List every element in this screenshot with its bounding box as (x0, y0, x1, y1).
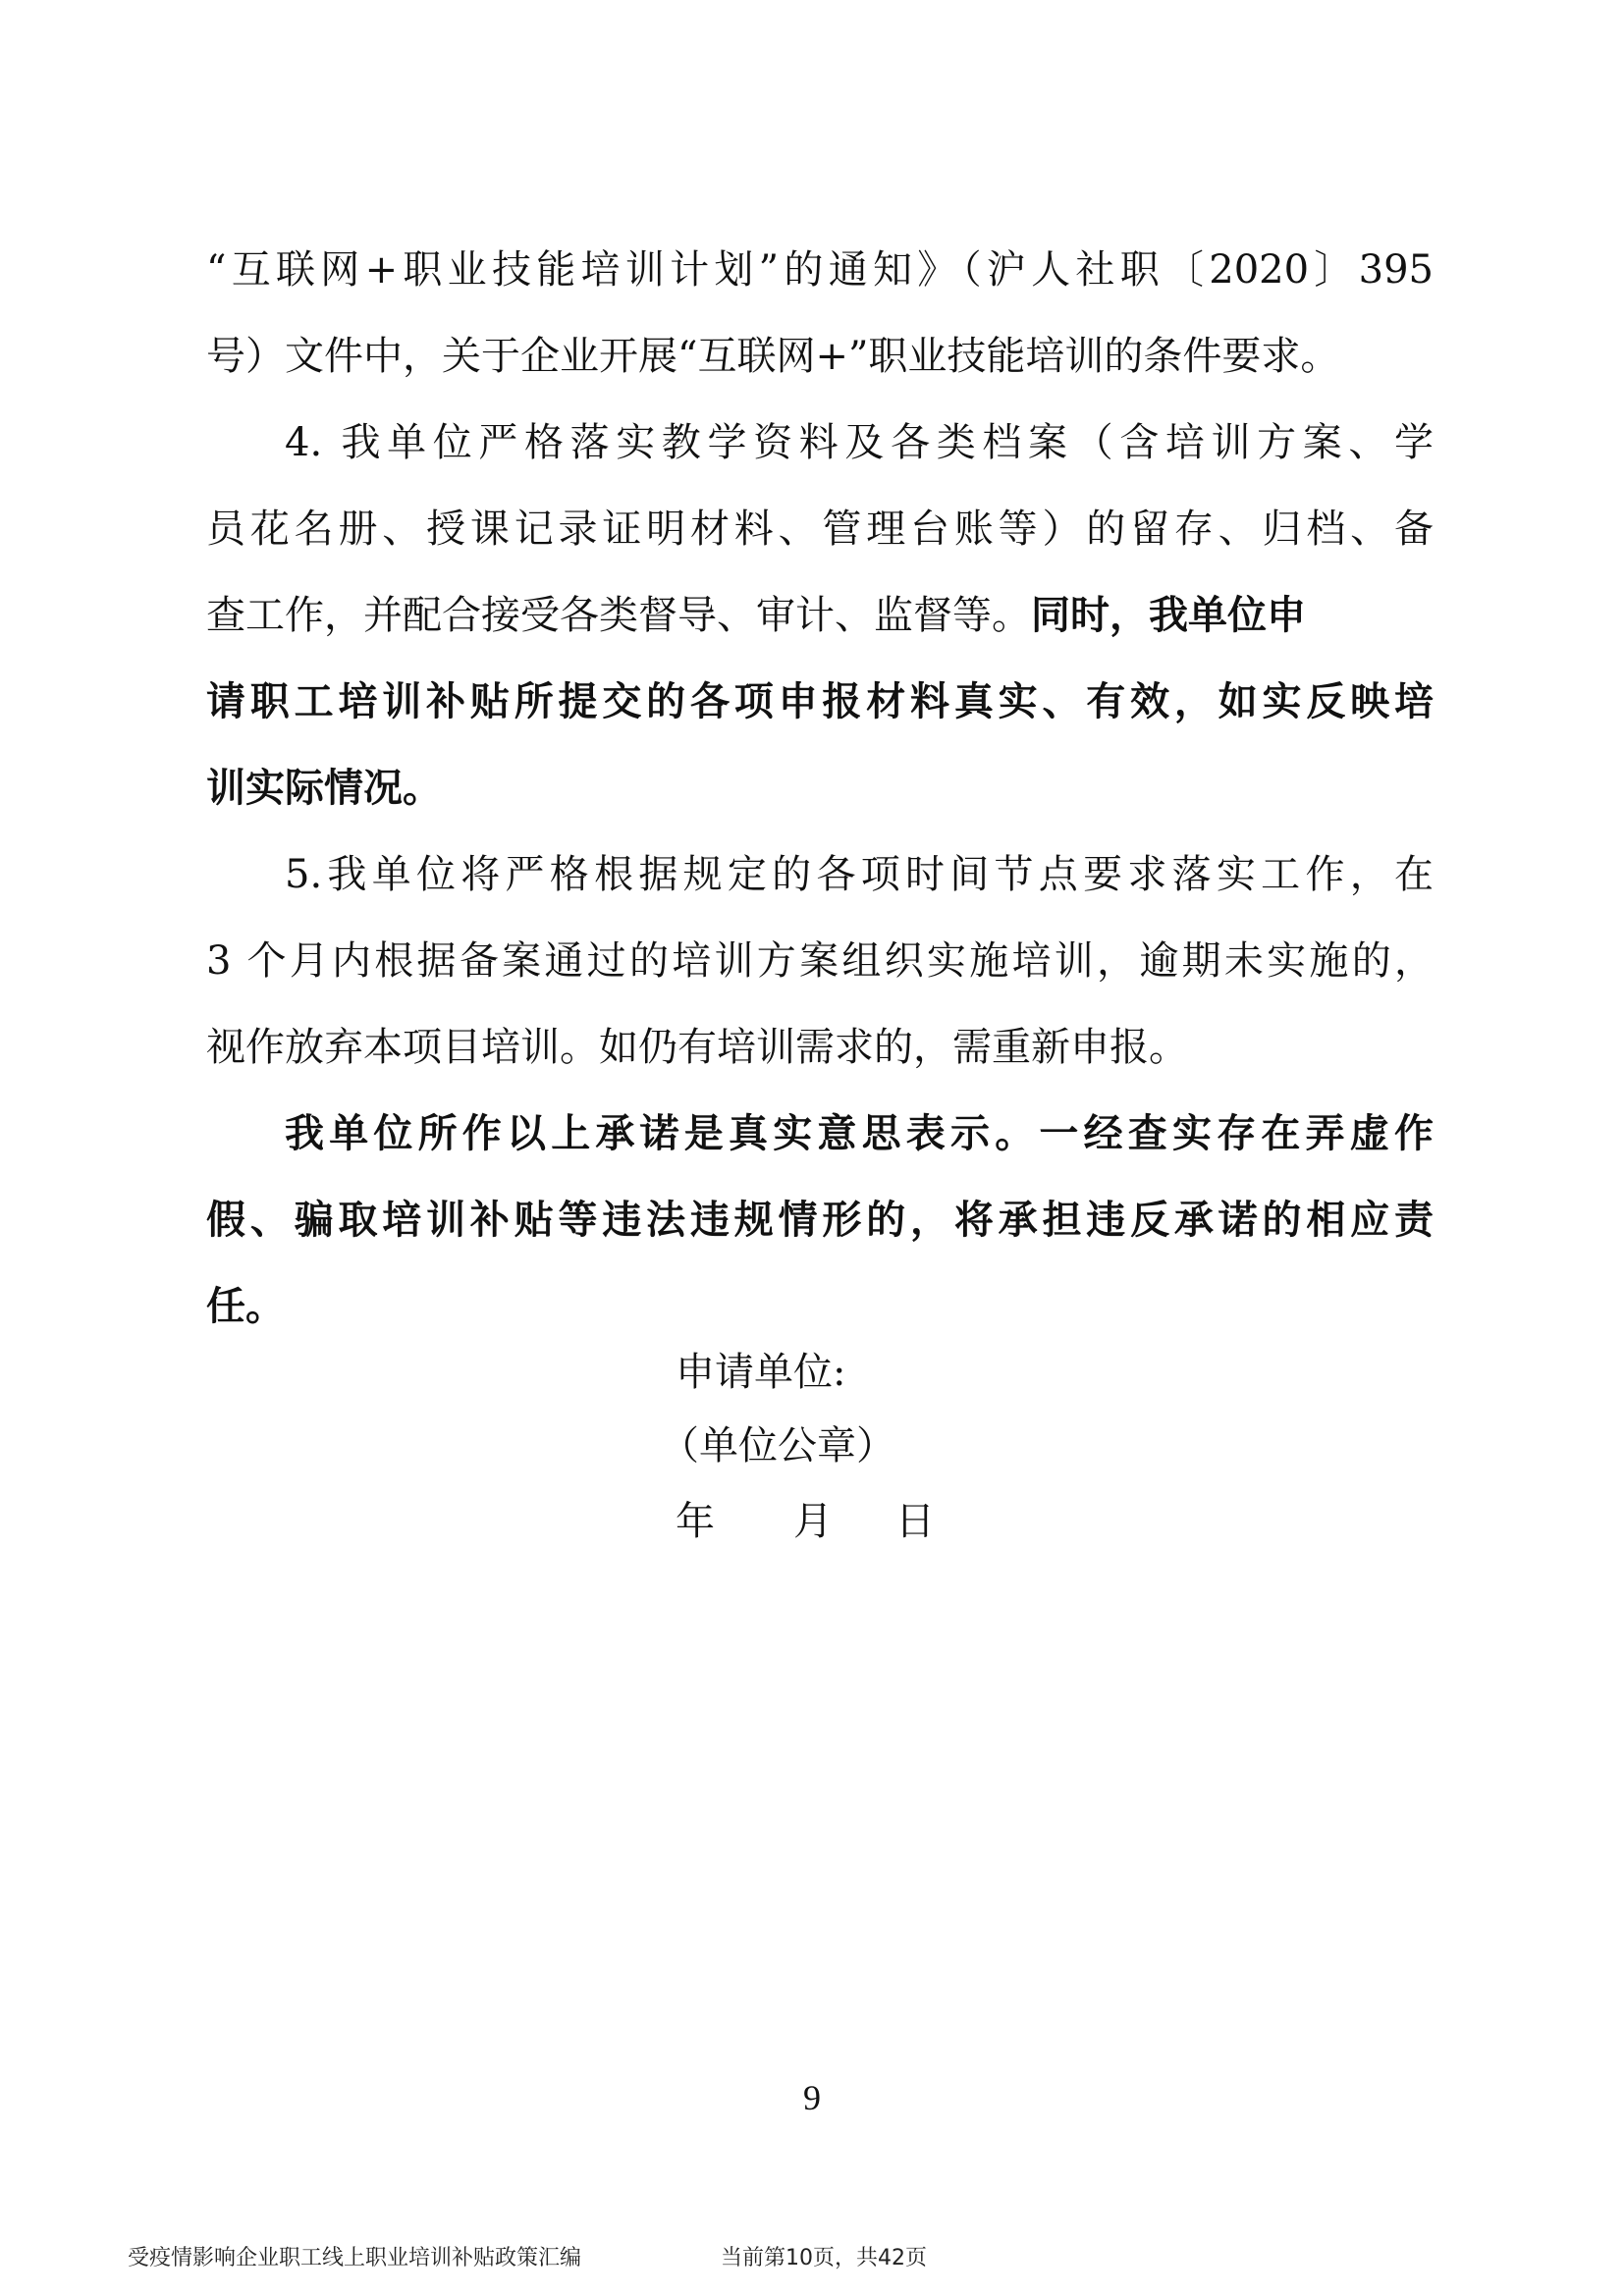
paragraph-line: 任。 (206, 1283, 285, 1329)
footer-title: 受疫情影响企业职工线上职业培训补贴政策汇编 (128, 2246, 582, 2270)
applicant-label: 申请单位: (676, 1350, 846, 1395)
paragraph-line: 训实际情况。 (206, 765, 442, 811)
paragraph-line: 假、骗取培训补贴等违法违规情形的，将承担违反承诺的相应责 (206, 1197, 1434, 1243)
paragraph-line: 我单位所作以上承诺是真实意思表示。一经查实存在弄虚作 (285, 1110, 1434, 1156)
page-number: 9 (803, 2078, 821, 2117)
paragraph-line: 5.我单位将严格根据规定的各项时间节点要求落实工作，在 (285, 852, 1434, 897)
paragraph-line: 3 个月内根据备案通过的培训方案组织实施培训，逾期未实施的， (206, 938, 1434, 984)
footer-page-indicator: 当前第10页，共42页 (721, 2246, 927, 2270)
paragraph-line: 4. 我单位严格落实教学资料及各类档案（含培训方案、学 (285, 420, 1434, 465)
seal-label: （单位公章） (660, 1423, 895, 1468)
date-year-label: 年 (676, 1499, 715, 1544)
date-month-label: 月 (793, 1499, 833, 1544)
date-day-label: 日 (895, 1499, 935, 1544)
paragraph-line: 请职工培训补贴所提交的各项申报材料真实、有效，如实反映培 (206, 678, 1434, 724)
paragraph-line-bold-part: 同时，我单位申 (1031, 592, 1306, 638)
paragraph-line: 视作放弃本项目培训。如仍有培训需求的，需重新申报。 (206, 1025, 1188, 1070)
paragraph-line-regular-part: 查工作，并配合接受各类督导、审计、监督等。 (206, 593, 1031, 638)
paragraph-line: “互联网+职业技能培训计划”的通知》（沪人社职〔2020〕395 (206, 247, 1434, 293)
paragraph-line: 员花名册、授课记录证明材料、管理台账等）的留存、归档、备 (206, 507, 1434, 552)
paragraph-line: 号）文件中，关于企业开展“互联网+”职业技能培训的条件要求。 (206, 334, 1340, 379)
paragraph-line-mixed (206, 591, 1434, 640)
